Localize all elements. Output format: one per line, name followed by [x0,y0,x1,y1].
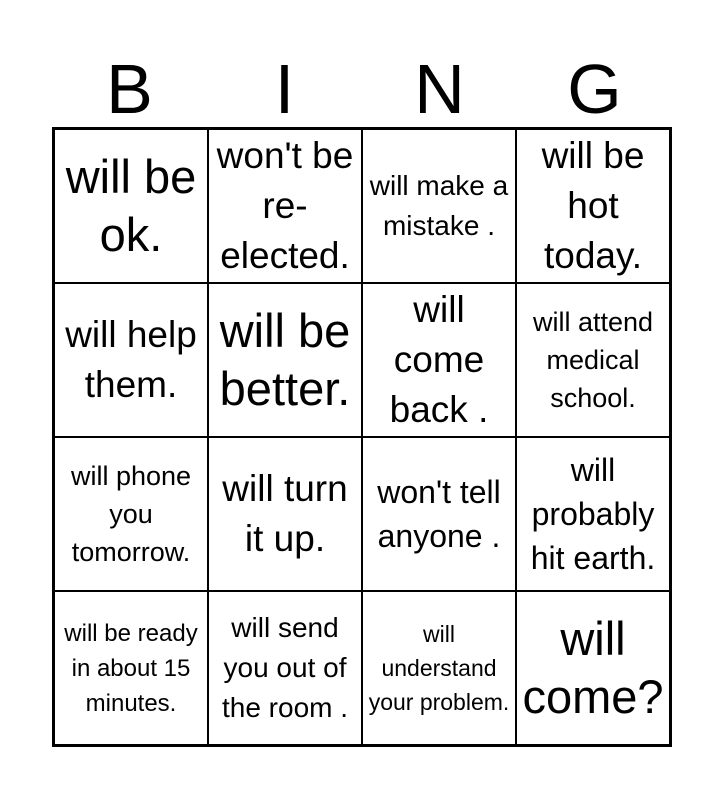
bingo-cell[interactable] [54,591,208,745]
cell-text: will turn it up. [222,468,348,559]
cell-text: will be better. [219,304,351,415]
cell-text: will help them. [65,314,197,405]
header-letter-b: B [106,50,153,128]
bingo-cell[interactable] [516,437,670,591]
cell-text: will be hot today. [541,135,645,276]
bingo-cell[interactable] [54,437,208,591]
bingo-cell[interactable] [516,591,670,745]
bingo-cell[interactable] [516,283,670,437]
cell-text: will be ready in about 15 minutes. [64,619,198,717]
cell-text: won't tell anyone . [377,474,501,554]
cell-text: won't be re-elected. [216,135,354,276]
header-letter-i: I [274,50,295,128]
bingo-cell[interactable] [208,437,362,591]
bingo-cell[interactable] [54,283,208,437]
cell-text: will be ok. [65,150,197,261]
bingo-cell[interactable] [54,129,208,283]
header-letter-n: N [414,50,465,128]
bingo-cell[interactable] [362,437,516,591]
cell-text: will phone you tomorrow. [70,461,192,567]
cell-text: will come back . [389,289,489,430]
bingo-cell[interactable] [208,591,362,745]
cell-text: will attend medical school. [532,307,654,413]
cell-text: will make a mistake . [369,170,509,241]
bingo-cell[interactable] [208,129,362,283]
cell-text: will come? [522,612,664,723]
cell-text: will send you out of the room . [221,612,349,723]
bingo-cell[interactable] [362,283,516,437]
bingo-header [52,52,672,126]
bingo-card [52,127,672,747]
bingo-cell[interactable] [362,591,516,745]
bingo-cell[interactable] [516,129,670,283]
bingo-cell[interactable] [362,129,516,283]
header-letter-g: G [567,50,622,128]
cell-text: will probably hit earth. [530,452,656,576]
bingo-cell[interactable] [208,283,362,437]
cell-text: will understand your problem. [368,621,510,715]
